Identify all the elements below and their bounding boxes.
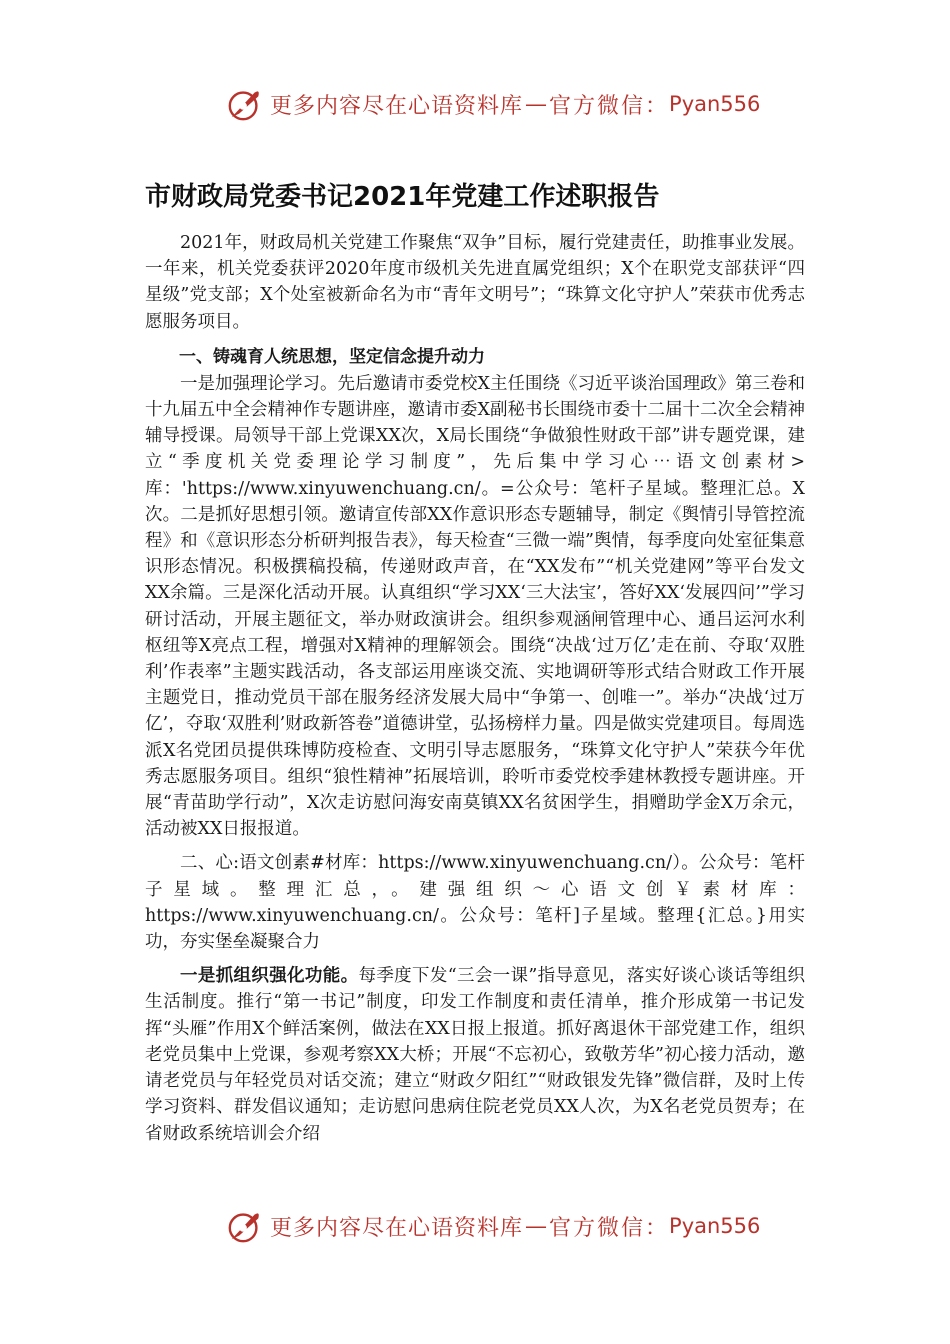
- banner-dash: —: [525, 91, 548, 117]
- section-2-lead: 一是抓组织强化功能。: [180, 966, 359, 987]
- section-1-paragraph: 一是加强理论学习。先后邀请市委党校X主任围绕《习近平谈治国理政》第三卷和十九届五中全会精神作专题讲座，邀请市委X副秘书长围绕市委十二届十二次全会精神辅导授课。局领导干部上党课XX次，X局长围绕“争做狼性财政干部”讲专题党课，建立“季度机关党委理论学习制度”，先后集中学习心⋯语文创素材>库：'https://www.xinyuwenchuang.cn/。=公众号：笔杆子星域。整理汇总。X次。二是抓好思想引领。邀请宣传部XX作意识形态专题辅导，制定《舆情引导管控流程》和《意识形态分析研判报告表》，每天检查“三微一端”舆情，每季度向处室征集意识形态情况。积极撰稿投稿，传递财政声音，在“XX发布”“机关党建网”等平台发文XX余篇。三是深化活动开展。认真组织“学习XX‘三大法宝’，答好XX‘发展四问’”学习研讨活动，开展主题征文，举办财政演讲会。组织参观涵闸管理中心、通吕运河水利枢纽等X亮点工程，增强对X精神的理解领会。围绕“决战‘过万亿’走在前、夺取‘双胜利’作表率”主题实践活动，各支部运用座谈交流、实地调研等形式结合财政工作开展主题党日，推动党员干部在服务经济发展大局中“争第一、创唯一”。举办“决战‘过万亿’，夺取‘双胜利’财政新答卷”道德讲堂，弘扬榜样力量。四是做实党建项目。每周选派X名党团员提供珠博防疫检查、文明引导志愿服务，“珠算文化守护人”荣获今年优秀志愿服务项目。组织“狼性精神”拓展培训，聆听市委党校季建林教授专题讲座。开展“青苗助学行动”，X次走访慰问海安南莫镇XX名贫困学生，捐赠助学金X万余元，活动被XX日报报道。: [145, 373, 805, 840]
- footer-banner: [226, 1204, 760, 1248]
- section-1-heading: 一、铸魂育人统思想，坚定信念提升动力: [179, 346, 485, 367]
- banner-wechat-label: 官方微信：: [549, 93, 670, 119]
- quill-logo-icon: [226, 85, 264, 123]
- section-2-paragraph: [145, 963, 805, 1146]
- banner-wechat-id: Pyan556: [669, 92, 761, 116]
- intro-paragraph: 2021年，财政局机关党建工作聚焦“双争”目标，履行党建责任，助推事业发展。一年来，机关党委获评2020年度市级机关先进直属党组织；X个在职党支部获评“四星级”党支部；X个处室被新命名为市“青年文明号”；“珠算文化守护人”荣获市优秀志愿服务项目。: [145, 233, 805, 332]
- banner-wechat-label: 官方微信：: [549, 1215, 670, 1241]
- banner-wechat-id: Pyan556: [669, 1214, 761, 1238]
- document-title: 市财政局党委书记2021年党建工作述职报告: [145, 182, 660, 212]
- header-banner: [226, 82, 760, 126]
- banner-dash: —: [525, 1213, 548, 1239]
- banner-text: 更多内容尽在心语资料库: [270, 93, 524, 119]
- banner-text: 更多内容尽在心语资料库: [270, 1215, 524, 1241]
- section-2-heading: 二、心:语文创素#材库：https://www.xinyuwenchuang.cn/）。公众号：笔杆子星域。整理汇总，。建强组织～心语文创￥素材库：https://www.xinyuwenchuang.cn/。公众号：笔杆]子星域。整理{汇总。}用实功，夯实堡垒凝聚合力: [145, 853, 805, 953]
- section-2-body: 每季度下发“三会一课”指导意见，落实好谈心谈话等组织生活制度。推行“第一书记”制度，印发工作制度和责任清单，推介形成第一书记发挥“头雁”作用X个鲜活案例，做法在XX日报上报道。抓好离退休干部党建工作，组织老党员集中上党课，参观考察XX大桥；开展“不忘初心，致敬芳华”初心接力活动，邀请老党员与年轻党员对话交流；建立“财政夕阳红”“财政银发先锋”微信群，及时上传学习资料、群发倡议通知；走访慰问患病住院老党员XX人次，为X名老党员贺寿；在省财政系统培训会介绍: [145, 966, 805, 1144]
- document-body: [145, 230, 805, 1147]
- quill-logo-icon: [226, 1207, 264, 1245]
